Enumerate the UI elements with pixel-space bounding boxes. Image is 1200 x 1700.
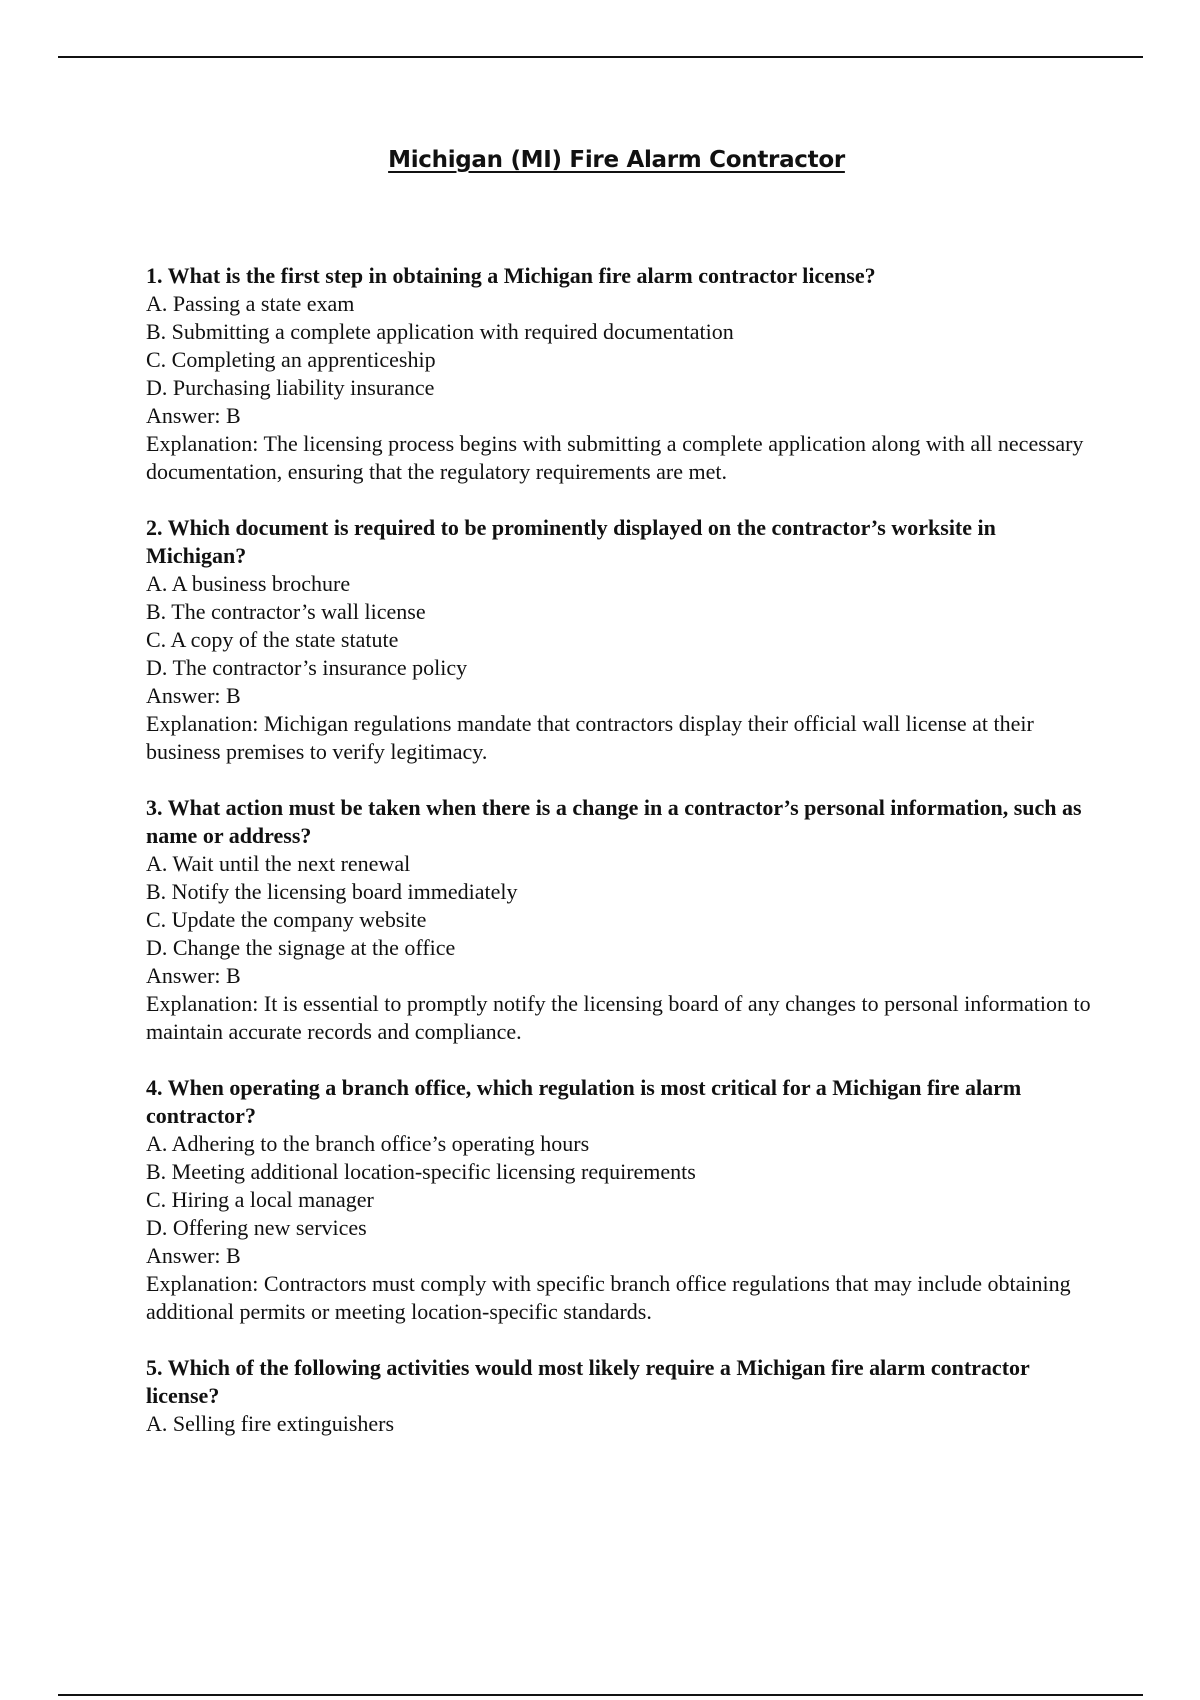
question-text: 5. Which of the following activities would most likely require a Michigan fire alarm contractor license? [146, 1355, 1030, 1408]
answer: Answer: B [146, 963, 241, 988]
option-c: C. A copy of the state statute [146, 627, 399, 652]
question-1 [146, 262, 1096, 486]
explanation: Explanation: It is essential to promptly notify the licensing board of any changes to personal information to maintain accurate records and compliance. [146, 991, 1091, 1044]
question-2 [146, 514, 1096, 766]
option-c: C. Completing an apprenticeship [146, 347, 436, 372]
bottom-rule [58, 1694, 1143, 1696]
question-4 [146, 1074, 1096, 1326]
option-d: D. Purchasing liability insurance [146, 375, 435, 400]
option-b: B. Meeting additional location-specific licensing requirements [146, 1159, 696, 1184]
option-b: B. Notify the licensing board immediately [146, 879, 518, 904]
question-list [146, 262, 1096, 1466]
option-d: D. Change the signage at the office [146, 935, 456, 960]
option-b: B. Submitting a complete application with required documentation [146, 319, 734, 344]
question-text: 4. When operating a branch office, which regulation is most critical for a Michigan fire alarm contractor? [146, 1075, 1022, 1128]
option-d: D. The contractor’s insurance policy [146, 655, 468, 680]
option-a: A. Selling fire extinguishers [146, 1411, 395, 1436]
top-rule [58, 56, 1143, 58]
explanation: Explanation: The licensing process begins with submitting a complete application along with all necessary documentation, ensuring that the regulatory requirements are met. [146, 431, 1084, 484]
question-text: 1. What is the first step in obtaining a Michigan fire alarm contractor license? [146, 263, 876, 288]
option-c: C. Hiring a local manager [146, 1187, 374, 1212]
option-a: A. Adhering to the branch office’s operating hours [146, 1131, 590, 1156]
option-a: A. Wait until the next renewal [146, 851, 411, 876]
question-3 [146, 794, 1096, 1046]
answer: Answer: B [146, 1243, 241, 1268]
option-a: A. Passing a state exam [146, 291, 355, 316]
explanation: Explanation: Michigan regulations mandate that contractors display their official wall license at their business premises to verify legitimacy. [146, 711, 1034, 764]
option-a: A. A business brochure [146, 571, 351, 596]
option-c: C. Update the company website [146, 907, 427, 932]
document-title: Michigan (MI) Fire Alarm Contractor [388, 147, 845, 173]
option-d: D. Offering new services [146, 1215, 367, 1240]
explanation: Explanation: Contractors must comply with specific branch office regulations that may include obtaining additional permits or meeting location-specific standards. [146, 1271, 1071, 1324]
question-text: 2. Which document is required to be prominently displayed on the contractor’s worksite in Michigan? [146, 515, 996, 568]
question-text: 3. What action must be taken when there is a change in a contractor’s personal information, such as name or address? [146, 795, 1082, 848]
question-5 [146, 1354, 1096, 1438]
option-b: B. The contractor’s wall license [146, 599, 426, 624]
answer: Answer: B [146, 403, 241, 428]
answer: Answer: B [146, 683, 241, 708]
